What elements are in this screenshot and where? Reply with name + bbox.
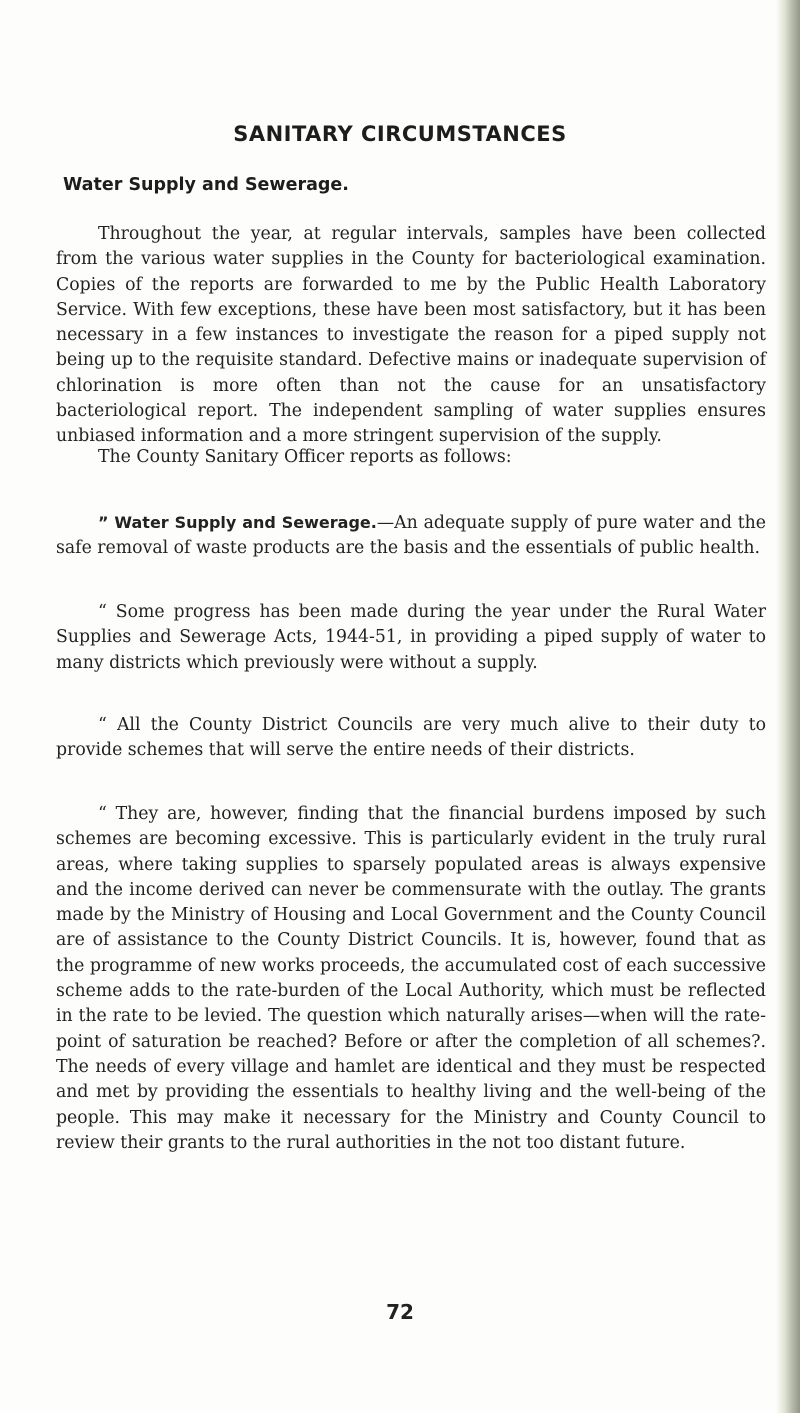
- page-number: 72: [386, 1300, 414, 1324]
- paragraph-water-supply: [56, 510, 766, 562]
- paragraph-progress: “ Some progress has been made during the year under the Rural Water Supplies and Sewerage Acts, 1944-51, in providing a piped supply of water to many districts which previously were without a supply.: [56, 602, 766, 673]
- page-edge-shadow: [776, 0, 800, 1413]
- paragraph-lead: ” Water Supply and Sewerage.: [98, 513, 377, 532]
- paragraph-sampling: Throughout the year, at regular intervals, samples have been collected from the various water supplies in the County for bacteriological examination. Copies of the reports are forwarded to me by the Public Health Laboratory Service. With few exceptions, these have been most satisfactory, but it has been necessary in a few instances to investigate the reason for a piped supply not being up to the requisite standard. Defective mains or inadequate supervision of chlorination is more often than not the cause for an unsatisfactory bacteriological report. The independent sampling of water supplies ensures unbiased information and a more stringent supervision of the supply.: [56, 224, 766, 447]
- page-title: SANITARY CIRCUMSTANCES: [233, 122, 567, 146]
- section-heading: Water Supply and Sewerage.: [63, 175, 349, 195]
- paragraph-officer-intro: The County Sanitary Officer reports as follows:: [98, 447, 512, 467]
- paragraph-financial-burdens: “ They are, however, finding that the financial burdens imposed by such schemes are becoming excessive. This is particularly evident in the truly rural areas, where taking supplies to sparsely populated areas is always expensive and the income derived can never be commensurate with the outlay. The grants made by the Ministry of Housing and Local Government and the County Council are of assistance to the County District Councils. It is, however, found that as the programme of new works proceeds, the accumulated cost of each successive scheme adds to the rate-burden of the Local Authority, which must be reflected in the rate to be levied. The question which naturally arises—when will the rate-point of saturation be reached? Before or after the completion of all schemes?. The needs of every village and hamlet are identical and they must be respected and met by providing the essentials to healthy living and the well-being of the people. This may make it necessary for the Ministry and County Council to review their grants to the rural authorities in the not too distant future.: [56, 804, 766, 1153]
- paragraph-text: —An adequate supply of pure water and the safe removal of waste products are the basis and the essentials of public health.: [56, 513, 767, 559]
- paragraph-councils: “ All the County District Councils are very much alive to their duty to provide schemes that will serve the entire needs of their districts.: [56, 715, 766, 761]
